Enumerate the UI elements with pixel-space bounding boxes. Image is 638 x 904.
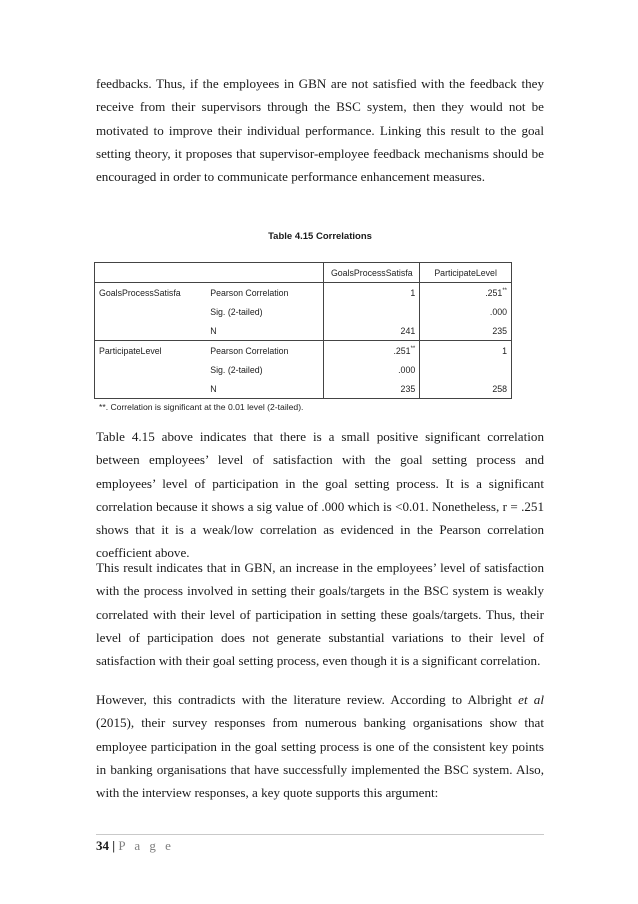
value-cell: 258	[420, 379, 512, 399]
row-variable-label	[95, 302, 207, 321]
paragraph-text: However, this contradicts with the literature review. According to Albright	[96, 692, 519, 707]
value-cell: 241	[324, 321, 420, 341]
row-variable-label	[95, 379, 207, 399]
table-row	[95, 283, 512, 303]
stat-label: Sig. (2-tailed)	[210, 306, 263, 317]
table-header-row	[95, 263, 512, 283]
footer-divider	[96, 834, 544, 835]
row-variable-label	[95, 321, 207, 341]
paragraph-feedbacks: feedbacks. Thus, if the employees in GBN are not satisfied with the feedback they receive from their supervisors through the BSC system, then they would not be motivated to improve their individual performance. Linking this result to the goal setting theory, it proposes that supervisor-employee feedback mechanisms should be encouraged in order to communicate performance enhancement measures.	[96, 76, 544, 185]
stat-label: N	[206, 379, 324, 399]
col-header-goals: GoalsProcessSatisfa	[324, 263, 420, 283]
value-text: .251	[485, 287, 503, 298]
value-cell	[420, 360, 512, 379]
value-cell: .000	[420, 302, 512, 321]
paragraph-result-gbn: This result indicates that in GBN, an increase in the employees’ level of satisfaction with the process involved in setting their goals/targets in the BSC system is weakly correlated with their level of participation in setting these goals/targets. Thus, their level of participation does not generate substantial variations to their level of satisfaction with their goal setting process, even though it is a significant correlation.	[96, 560, 544, 669]
table-row	[95, 302, 512, 321]
stat-label: Pearson Correlation	[206, 283, 324, 303]
value-cell: 1	[324, 283, 420, 303]
paragraph-table-interpretation: Table 4.15 above indicates that there is a small positive significant correlation between employees’ level of satisfaction with the goal setting process and employees’ level of participation in the goal setting process. It is a significant correlation because it shows a sig value of .000 which is <0.01. Nonetheless, r = .251 shows that it is a weak/low correlation as evidenced in the Pearson correlation coefficient above.	[96, 429, 544, 561]
row-variable-label	[95, 360, 207, 379]
value-cell	[324, 341, 420, 361]
value-cell	[324, 302, 420, 321]
citation-et-al: et al	[518, 692, 544, 707]
correlations-table	[94, 262, 512, 399]
page-footer	[96, 838, 174, 854]
stat-label: Pearson Correlation	[210, 345, 289, 356]
table-row	[95, 379, 512, 399]
significance-mark: **	[410, 345, 416, 352]
header-blank-cell	[95, 263, 324, 283]
table-row	[95, 341, 512, 361]
footer-separator: |	[112, 838, 116, 853]
stat-label: Sig. (2-tailed)	[210, 364, 263, 375]
table-caption: Table 4.15 Correlations	[268, 231, 372, 242]
page-number: 34	[96, 838, 109, 853]
value-cell: .000	[324, 360, 420, 379]
paragraph-literature-review	[96, 688, 544, 804]
table-row	[95, 321, 512, 341]
paragraph-text: (2015), their survey responses from numerous banking organisations show that employee participation in the goal setting process is one of the consistent key points in banking organisations that have successfully implemented the BSC system. Also, with the interview responses, a key quote supports this argument:	[96, 715, 544, 801]
col-header-participate: ParticipateLevel	[420, 263, 512, 283]
significance-mark: **	[502, 287, 507, 294]
stat-label: N	[206, 321, 324, 341]
row-variable-label: ParticipateLevel	[95, 341, 207, 361]
value-text: .251	[393, 345, 411, 356]
value-cell: 235	[420, 321, 512, 341]
value-cell: 1	[420, 341, 512, 361]
table-row	[95, 360, 512, 379]
page-label: P a g e	[118, 838, 174, 853]
value-cell	[420, 283, 512, 303]
value-cell: 235	[324, 379, 420, 399]
table-footnote: **. Correlation is significant at the 0.01 level (2-tailed).	[99, 402, 304, 412]
row-variable-label: GoalsProcessSatisfa	[95, 283, 207, 303]
